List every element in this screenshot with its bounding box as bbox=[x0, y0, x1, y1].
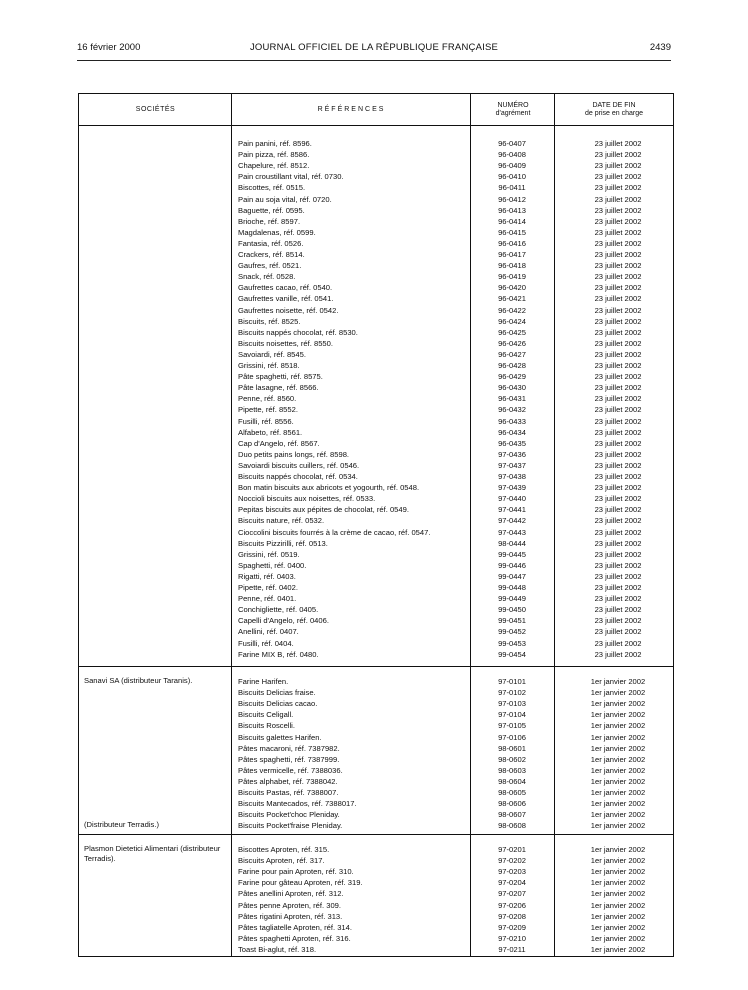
end-date: 23 juillet 2002 bbox=[594, 194, 642, 204]
approval-number: 97-0210 bbox=[498, 933, 526, 943]
group-divider bbox=[79, 666, 673, 667]
table-row bbox=[79, 844, 673, 855]
table-row bbox=[79, 194, 673, 205]
page-header bbox=[77, 42, 671, 56]
end-date: 23 juillet 2002 bbox=[594, 549, 642, 559]
approval-number: 96-0413 bbox=[498, 205, 526, 215]
product-reference: Magdalenas, réf. 0599. bbox=[238, 227, 316, 237]
table-row bbox=[79, 271, 673, 282]
approval-number: 96-0417 bbox=[498, 250, 526, 259]
approval-number: 96-0418 bbox=[498, 261, 526, 271]
table-row bbox=[79, 171, 673, 182]
product-reference: Gaufrettes noisette, réf. 0542. bbox=[238, 305, 339, 315]
end-date: 23 juillet 2002 bbox=[594, 438, 642, 448]
table-row bbox=[79, 582, 673, 593]
approval-number: 98-0606 bbox=[498, 799, 526, 809]
product-reference: Pâtes spaghetti, réf. 7387999. bbox=[238, 754, 340, 764]
table-row bbox=[79, 138, 673, 149]
header-rule bbox=[77, 60, 671, 61]
table-row bbox=[79, 549, 673, 560]
approval-number: 97-0440 bbox=[498, 494, 526, 504]
product-reference: Pâtes macaroni, réf. 7387982. bbox=[238, 743, 340, 753]
approval-number: 97-0209 bbox=[498, 922, 526, 932]
end-date: 1er janvier 2002 bbox=[590, 799, 646, 809]
table-row bbox=[79, 349, 673, 360]
table-row bbox=[79, 877, 673, 888]
product-reference: Capelli d'Angelo, réf. 0406. bbox=[238, 616, 329, 626]
end-date: 1er janvier 2002 bbox=[590, 721, 646, 731]
table-row bbox=[79, 720, 673, 731]
end-date: 1er janvier 2002 bbox=[590, 710, 646, 720]
end-date: 1er janvier 2002 bbox=[590, 933, 646, 943]
end-date: 23 juillet 2002 bbox=[594, 383, 642, 393]
approval-number: 97-0443 bbox=[498, 527, 526, 537]
end-date: 23 juillet 2002 bbox=[594, 238, 642, 248]
table-row bbox=[79, 776, 673, 787]
approval-number: 99-0451 bbox=[498, 616, 526, 626]
end-date: 23 juillet 2002 bbox=[594, 627, 642, 637]
product-reference: Grissini, réf. 0519. bbox=[238, 549, 300, 559]
product-reference: Toast Bi-aglut, réf. 318. bbox=[238, 944, 317, 954]
product-reference: Biscuits Aproten, réf. 317. bbox=[238, 856, 325, 866]
end-date: 1er janvier 2002 bbox=[590, 765, 646, 775]
product-reference: Pâte lasagne, réf. 8566. bbox=[238, 383, 319, 393]
approval-number: 97-0202 bbox=[498, 856, 526, 866]
end-date: 23 juillet 2002 bbox=[594, 305, 642, 315]
product-reference: Pâtes spaghetti Aproten, réf. 316. bbox=[238, 933, 351, 943]
product-reference: Pâtes rigatini Aproten, réf. 313. bbox=[238, 911, 343, 921]
approval-number: 97-0437 bbox=[498, 460, 526, 470]
end-date: 1er janvier 2002 bbox=[590, 699, 646, 709]
end-date: 23 juillet 2002 bbox=[594, 205, 642, 215]
product-reference: Cap d'Angelo, réf. 8567. bbox=[238, 438, 320, 448]
table-row bbox=[79, 709, 673, 720]
table-row bbox=[79, 393, 673, 404]
product-reference: Penne, réf. 0401. bbox=[238, 594, 297, 604]
end-date: 23 juillet 2002 bbox=[594, 638, 642, 648]
end-date: 1er janvier 2002 bbox=[590, 845, 646, 854]
approval-number: 99-0450 bbox=[498, 605, 526, 615]
approval-number: 96-0410 bbox=[498, 172, 526, 182]
product-reference: Biscuits Pizzirilli, réf. 0513. bbox=[238, 538, 328, 548]
approval-number: 98-0607 bbox=[498, 810, 526, 820]
table-row bbox=[79, 249, 673, 260]
approval-number: 99-0449 bbox=[498, 594, 526, 604]
approval-number: 99-0452 bbox=[498, 627, 526, 637]
table-row bbox=[79, 482, 673, 493]
approval-number: 97-0208 bbox=[498, 911, 526, 921]
table-row bbox=[79, 900, 673, 911]
approval-number: 96-0421 bbox=[498, 294, 526, 304]
table-row bbox=[79, 944, 673, 955]
header-date: 16 février 2000 bbox=[77, 42, 141, 53]
table-row bbox=[79, 855, 673, 866]
approval-number: 96-0408 bbox=[498, 150, 526, 160]
product-reference: Farine Harifen. bbox=[238, 677, 289, 686]
approval-number: 98-0602 bbox=[498, 754, 526, 764]
product-reference: Biscuits galettes Harifen. bbox=[238, 732, 322, 742]
group-divider bbox=[79, 834, 673, 835]
end-date: 1er janvier 2002 bbox=[590, 900, 646, 910]
approval-number: 96-0425 bbox=[498, 327, 526, 337]
approval-number: 96-0407 bbox=[498, 139, 526, 148]
approval-number: 96-0435 bbox=[498, 438, 526, 448]
table-row bbox=[79, 449, 673, 460]
approval-number: 98-0444 bbox=[498, 538, 526, 548]
page-number: 2439 bbox=[649, 42, 671, 53]
product-reference: Biscuits Delicias cacao. bbox=[238, 699, 318, 709]
product-reference: Biscuits Pastas, réf. 7388007. bbox=[238, 788, 339, 797]
product-reference: Spaghetti, réf. 0400. bbox=[238, 560, 307, 570]
approval-number: 96-0416 bbox=[498, 238, 526, 248]
approval-number: 97-0439 bbox=[498, 483, 526, 493]
product-reference: Pâte spaghetti, réf. 8575. bbox=[238, 372, 323, 382]
end-date: 1er janvier 2002 bbox=[590, 732, 646, 742]
product-reference: Pepitas biscuits aux pépites de chocolat, réf. 0549. bbox=[238, 505, 409, 515]
approval-number: 99-0454 bbox=[498, 649, 526, 659]
table-row bbox=[79, 371, 673, 382]
product-reference: Brioche, réf. 8597. bbox=[238, 216, 301, 226]
product-reference: Biscuits nappés chocolat, réf. 8530. bbox=[238, 327, 358, 337]
table-row bbox=[79, 338, 673, 349]
end-date: 23 juillet 2002 bbox=[594, 460, 642, 470]
end-date: 23 juillet 2002 bbox=[594, 216, 642, 226]
approval-number: 96-0427 bbox=[498, 349, 526, 359]
approval-number: 99-0453 bbox=[498, 638, 526, 648]
product-reference: Savoiardi biscuits cuillers, réf. 0546. bbox=[238, 460, 360, 470]
product-reference: Snack, réf. 0528. bbox=[238, 272, 296, 282]
approval-number: 96-0424 bbox=[498, 316, 526, 326]
journal-title: JOURNAL OFFICIEL DE LA RÉPUBLIQUE FRANÇAISE bbox=[249, 42, 499, 53]
product-reference: Pain pizza, réf. 8586. bbox=[238, 150, 310, 160]
end-date: 1er janvier 2002 bbox=[590, 911, 646, 921]
product-reference: Pâtes vermicelle, réf. 7388036. bbox=[238, 765, 343, 775]
table-row bbox=[79, 327, 673, 338]
end-date: 1er janvier 2002 bbox=[590, 922, 646, 932]
table-row bbox=[79, 732, 673, 743]
product-reference: Pâtes penne Aproten, réf. 309. bbox=[238, 900, 342, 910]
product-reference: Biscuits Pocket'choc Pleniday. bbox=[238, 810, 340, 820]
table-row bbox=[79, 615, 673, 626]
product-reference: Biscuits Delicias fraise. bbox=[238, 688, 316, 698]
approval-number: 96-0428 bbox=[498, 361, 526, 370]
end-date: 23 juillet 2002 bbox=[594, 338, 642, 348]
end-date: 23 juillet 2002 bbox=[594, 150, 642, 160]
table-row bbox=[79, 360, 673, 371]
product-reference: Biscuits Mantecados, réf. 7388017. bbox=[238, 799, 357, 809]
table-row bbox=[79, 260, 673, 271]
product-reference: Biscottes, réf. 0515. bbox=[238, 183, 306, 193]
table-row bbox=[79, 404, 673, 415]
table-row bbox=[79, 933, 673, 944]
table-row bbox=[79, 638, 673, 649]
approval-number: 98-0608 bbox=[498, 821, 526, 831]
approval-number: 99-0446 bbox=[498, 560, 526, 570]
table-row bbox=[79, 676, 673, 687]
approval-number: 96-0426 bbox=[498, 338, 526, 348]
product-reference: Grissini, réf. 8518. bbox=[238, 361, 300, 370]
end-date: 23 juillet 2002 bbox=[594, 139, 642, 148]
approval-number: 98-0603 bbox=[498, 765, 526, 775]
table-row bbox=[79, 227, 673, 238]
product-reference: Fusilli, réf. 0404. bbox=[238, 638, 294, 648]
table-row bbox=[79, 787, 673, 798]
approval-number: 96-0420 bbox=[498, 283, 526, 293]
end-date: 1er janvier 2002 bbox=[590, 889, 646, 899]
table-row bbox=[79, 593, 673, 604]
approval-number: 97-0106 bbox=[498, 732, 526, 742]
product-reference: Pain croustillant vital, réf. 0730. bbox=[238, 172, 344, 182]
end-date: 23 juillet 2002 bbox=[594, 616, 642, 626]
end-date: 23 juillet 2002 bbox=[594, 583, 642, 592]
product-reference: Pâtes tagliatelle Aproten, réf. 314. bbox=[238, 922, 352, 932]
end-date: 23 juillet 2002 bbox=[594, 272, 642, 282]
product-reference: Rigatti, réf. 0403. bbox=[238, 571, 296, 581]
approval-number: 96-0414 bbox=[498, 216, 526, 226]
table-row bbox=[79, 866, 673, 877]
product-reference: Pipette, réf. 0402. bbox=[238, 583, 298, 592]
col-header-numero: NUMÉRO d'agrément bbox=[471, 94, 555, 126]
product-reference: Biscuits noisettes, réf. 8550. bbox=[238, 338, 333, 348]
col-header-date: DATE DE FIN de prise en charge bbox=[555, 94, 673, 126]
table-row bbox=[79, 216, 673, 227]
product-reference: Farine MIX B, réf. 0480. bbox=[238, 649, 319, 659]
approval-number: 96-0419 bbox=[498, 272, 526, 282]
table-row bbox=[79, 754, 673, 765]
approval-number: 97-0438 bbox=[498, 472, 526, 481]
product-reference: Cioccolini biscuits fourrés à la crème de cacao, réf. 0547. bbox=[238, 527, 431, 537]
approval-number: 98-0604 bbox=[498, 776, 526, 786]
product-reference: Biscottes Aproten, réf. 315. bbox=[238, 845, 330, 854]
approval-number: 97-0442 bbox=[498, 516, 526, 526]
end-date: 23 juillet 2002 bbox=[594, 538, 642, 548]
approval-number: 98-0601 bbox=[498, 743, 526, 753]
table-row bbox=[79, 922, 673, 933]
end-date: 23 juillet 2002 bbox=[594, 161, 642, 171]
end-date: 23 juillet 2002 bbox=[594, 183, 642, 193]
approval-number: 97-0204 bbox=[498, 878, 526, 888]
company-distributor: (Distributeur Terradis.) bbox=[84, 820, 159, 829]
end-date: 23 juillet 2002 bbox=[594, 294, 642, 304]
references-table bbox=[78, 93, 674, 957]
end-date: 23 juillet 2002 bbox=[594, 449, 642, 459]
product-reference: Pâtes alphabet, réf. 7388042. bbox=[238, 776, 338, 786]
table-row bbox=[79, 649, 673, 660]
table-row bbox=[79, 515, 673, 526]
end-date: 23 juillet 2002 bbox=[594, 250, 642, 259]
end-date: 1er janvier 2002 bbox=[590, 788, 646, 797]
approval-number: 97-0102 bbox=[498, 688, 526, 698]
approval-number: 97-0101 bbox=[498, 677, 526, 686]
approval-number: 99-0448 bbox=[498, 583, 526, 592]
end-date: 23 juillet 2002 bbox=[594, 372, 642, 382]
approval-number: 98-0605 bbox=[498, 788, 526, 797]
product-reference: Chapelure, réf. 8512. bbox=[238, 161, 310, 171]
approval-number: 96-0434 bbox=[498, 427, 526, 437]
approval-number: 96-0430 bbox=[498, 383, 526, 393]
table-row bbox=[79, 743, 673, 754]
table-row bbox=[79, 571, 673, 582]
approval-number: 96-0433 bbox=[498, 416, 526, 426]
approval-number: 97-0211 bbox=[498, 944, 526, 954]
product-reference: Biscuits Roscelli. bbox=[238, 721, 295, 731]
product-reference: Alfabeto, réf. 8561. bbox=[238, 427, 303, 437]
end-date: 23 juillet 2002 bbox=[594, 227, 642, 237]
company-name: Plasmon Dietetici Alimentari (distributeur Terradis). bbox=[84, 844, 221, 863]
product-reference: Farine pour pain Aproten, réf. 310. bbox=[238, 867, 354, 877]
approval-number: 97-0436 bbox=[498, 449, 526, 459]
end-date: 1er janvier 2002 bbox=[590, 810, 646, 820]
approval-number: 96-0431 bbox=[498, 394, 526, 404]
end-date: 23 juillet 2002 bbox=[594, 316, 642, 326]
product-reference: Conchigliette, réf. 0405. bbox=[238, 605, 319, 615]
table-row bbox=[79, 687, 673, 698]
table-row bbox=[79, 493, 673, 504]
end-date: 23 juillet 2002 bbox=[594, 516, 642, 526]
product-reference: Gaufres, réf. 0521. bbox=[238, 261, 302, 271]
product-reference: Noccioli biscuits aux noisettes, réf. 0533. bbox=[238, 494, 376, 504]
table-row bbox=[79, 471, 673, 482]
end-date: 23 juillet 2002 bbox=[594, 494, 642, 504]
table-row bbox=[79, 538, 673, 549]
table-row bbox=[79, 182, 673, 193]
approval-number: 97-0201 bbox=[498, 845, 526, 854]
product-reference: Farine pour gâteau Aproten, réf. 319. bbox=[238, 878, 363, 888]
col-header-references: RÉFÉRENCES bbox=[232, 94, 471, 126]
end-date: 1er janvier 2002 bbox=[590, 754, 646, 764]
table-row bbox=[79, 765, 673, 776]
table-row bbox=[79, 888, 673, 899]
approval-number: 97-0104 bbox=[498, 710, 526, 720]
approval-number: 99-0445 bbox=[498, 549, 526, 559]
approval-number: 96-0412 bbox=[498, 194, 526, 204]
table-row bbox=[79, 205, 673, 216]
end-date: 23 juillet 2002 bbox=[594, 594, 642, 604]
end-date: 1er janvier 2002 bbox=[590, 944, 646, 954]
table-row bbox=[79, 427, 673, 438]
table-row bbox=[79, 305, 673, 316]
approval-number: 96-0415 bbox=[498, 227, 526, 237]
approval-number: 97-0105 bbox=[498, 721, 526, 731]
table-row bbox=[79, 604, 673, 615]
product-reference: Biscuits, réf. 8525. bbox=[238, 316, 301, 326]
approval-number: 96-0409 bbox=[498, 161, 526, 171]
approval-number: 96-0432 bbox=[498, 405, 526, 415]
end-date: 1er janvier 2002 bbox=[590, 776, 646, 786]
end-date: 1er janvier 2002 bbox=[590, 878, 646, 888]
end-date: 23 juillet 2002 bbox=[594, 349, 642, 359]
end-date: 23 juillet 2002 bbox=[594, 416, 642, 426]
end-date: 23 juillet 2002 bbox=[594, 394, 642, 404]
table-row bbox=[79, 527, 673, 538]
approval-number: 97-0103 bbox=[498, 699, 526, 709]
end-date: 23 juillet 2002 bbox=[594, 283, 642, 293]
end-date: 23 juillet 2002 bbox=[594, 361, 642, 370]
table-row bbox=[79, 416, 673, 427]
approval-number: 97-0203 bbox=[498, 867, 526, 877]
table-row bbox=[79, 160, 673, 171]
product-reference: Fantasia, réf. 0526. bbox=[238, 238, 304, 248]
approval-number: 99-0447 bbox=[498, 571, 526, 581]
product-reference: Pâtes anellini Aproten, réf. 312. bbox=[238, 889, 344, 899]
table-row bbox=[79, 438, 673, 449]
table-row bbox=[79, 382, 673, 393]
end-date: 1er janvier 2002 bbox=[590, 867, 646, 877]
product-reference: Savoiardi, réf. 8545. bbox=[238, 349, 306, 359]
product-reference: Baguette, réf. 0595. bbox=[238, 205, 305, 215]
product-reference: Anellini, réf. 0407. bbox=[238, 627, 299, 637]
table-row bbox=[79, 316, 673, 327]
end-date: 23 juillet 2002 bbox=[594, 172, 642, 182]
product-reference: Biscuits nappés chocolat, réf. 0534. bbox=[238, 472, 358, 481]
end-date: 1er janvier 2002 bbox=[590, 688, 646, 698]
end-date: 23 juillet 2002 bbox=[594, 527, 642, 537]
end-date: 1er janvier 2002 bbox=[590, 743, 646, 753]
product-reference: Fusilli, réf. 8556. bbox=[238, 416, 294, 426]
end-date: 23 juillet 2002 bbox=[594, 483, 642, 493]
product-reference: Gaufrettes cacao, réf. 0540. bbox=[238, 283, 333, 293]
end-date: 23 juillet 2002 bbox=[594, 405, 642, 415]
end-date: 23 juillet 2002 bbox=[594, 472, 642, 481]
end-date: 1er janvier 2002 bbox=[590, 821, 646, 831]
end-date: 23 juillet 2002 bbox=[594, 571, 642, 581]
table-row bbox=[79, 460, 673, 471]
end-date: 23 juillet 2002 bbox=[594, 605, 642, 615]
product-reference: Penne, réf. 8560. bbox=[238, 394, 297, 404]
end-date: 1er janvier 2002 bbox=[590, 856, 646, 866]
company-name: Sanavi SA (distributeur Taranis). bbox=[84, 676, 193, 685]
end-date: 23 juillet 2002 bbox=[594, 649, 642, 659]
product-reference: Pain panini, réf. 8596. bbox=[238, 139, 312, 148]
table-row bbox=[79, 238, 673, 249]
product-reference: Pain au soja vital, réf. 0720. bbox=[238, 194, 332, 204]
table-row bbox=[79, 820, 673, 831]
product-reference: Pipette, réf. 8552. bbox=[238, 405, 298, 415]
product-reference: Biscuits Celigall. bbox=[238, 710, 294, 720]
table-row bbox=[79, 809, 673, 820]
table-row bbox=[79, 698, 673, 709]
table-row bbox=[79, 911, 673, 922]
product-reference: Gaufrettes vanille, réf. 0541. bbox=[238, 294, 334, 304]
end-date: 23 juillet 2002 bbox=[594, 560, 642, 570]
product-reference: Duo petits pains longs, réf. 8598. bbox=[238, 449, 350, 459]
product-reference: Biscuits nature, réf. 0532. bbox=[238, 516, 325, 526]
table-row bbox=[79, 149, 673, 160]
approval-number: 97-0207 bbox=[498, 889, 526, 899]
table-row bbox=[79, 626, 673, 637]
approval-number: 97-0206 bbox=[498, 900, 526, 910]
table-row bbox=[79, 560, 673, 571]
approval-number: 96-0422 bbox=[498, 305, 526, 315]
approval-number: 96-0429 bbox=[498, 372, 526, 382]
table-row bbox=[79, 282, 673, 293]
product-reference: Bon matin biscuits aux abricots et yogourth, réf. 0548. bbox=[238, 483, 420, 493]
product-reference: Biscuits Pocket'fraise Pleniday. bbox=[238, 821, 343, 831]
end-date: 23 juillet 2002 bbox=[594, 261, 642, 271]
end-date: 23 juillet 2002 bbox=[594, 327, 642, 337]
end-date: 1er janvier 2002 bbox=[590, 677, 646, 686]
end-date: 23 juillet 2002 bbox=[594, 427, 642, 437]
end-date: 23 juillet 2002 bbox=[594, 505, 642, 515]
col-header-societes: SOCIÉTÉS bbox=[79, 94, 232, 126]
approval-number: 97-0441 bbox=[498, 505, 526, 515]
approval-number: 96-0411 bbox=[498, 183, 526, 193]
product-reference: Crackers, réf. 8514. bbox=[238, 250, 305, 259]
table-row bbox=[79, 293, 673, 304]
table-row bbox=[79, 798, 673, 809]
table-row bbox=[79, 504, 673, 515]
